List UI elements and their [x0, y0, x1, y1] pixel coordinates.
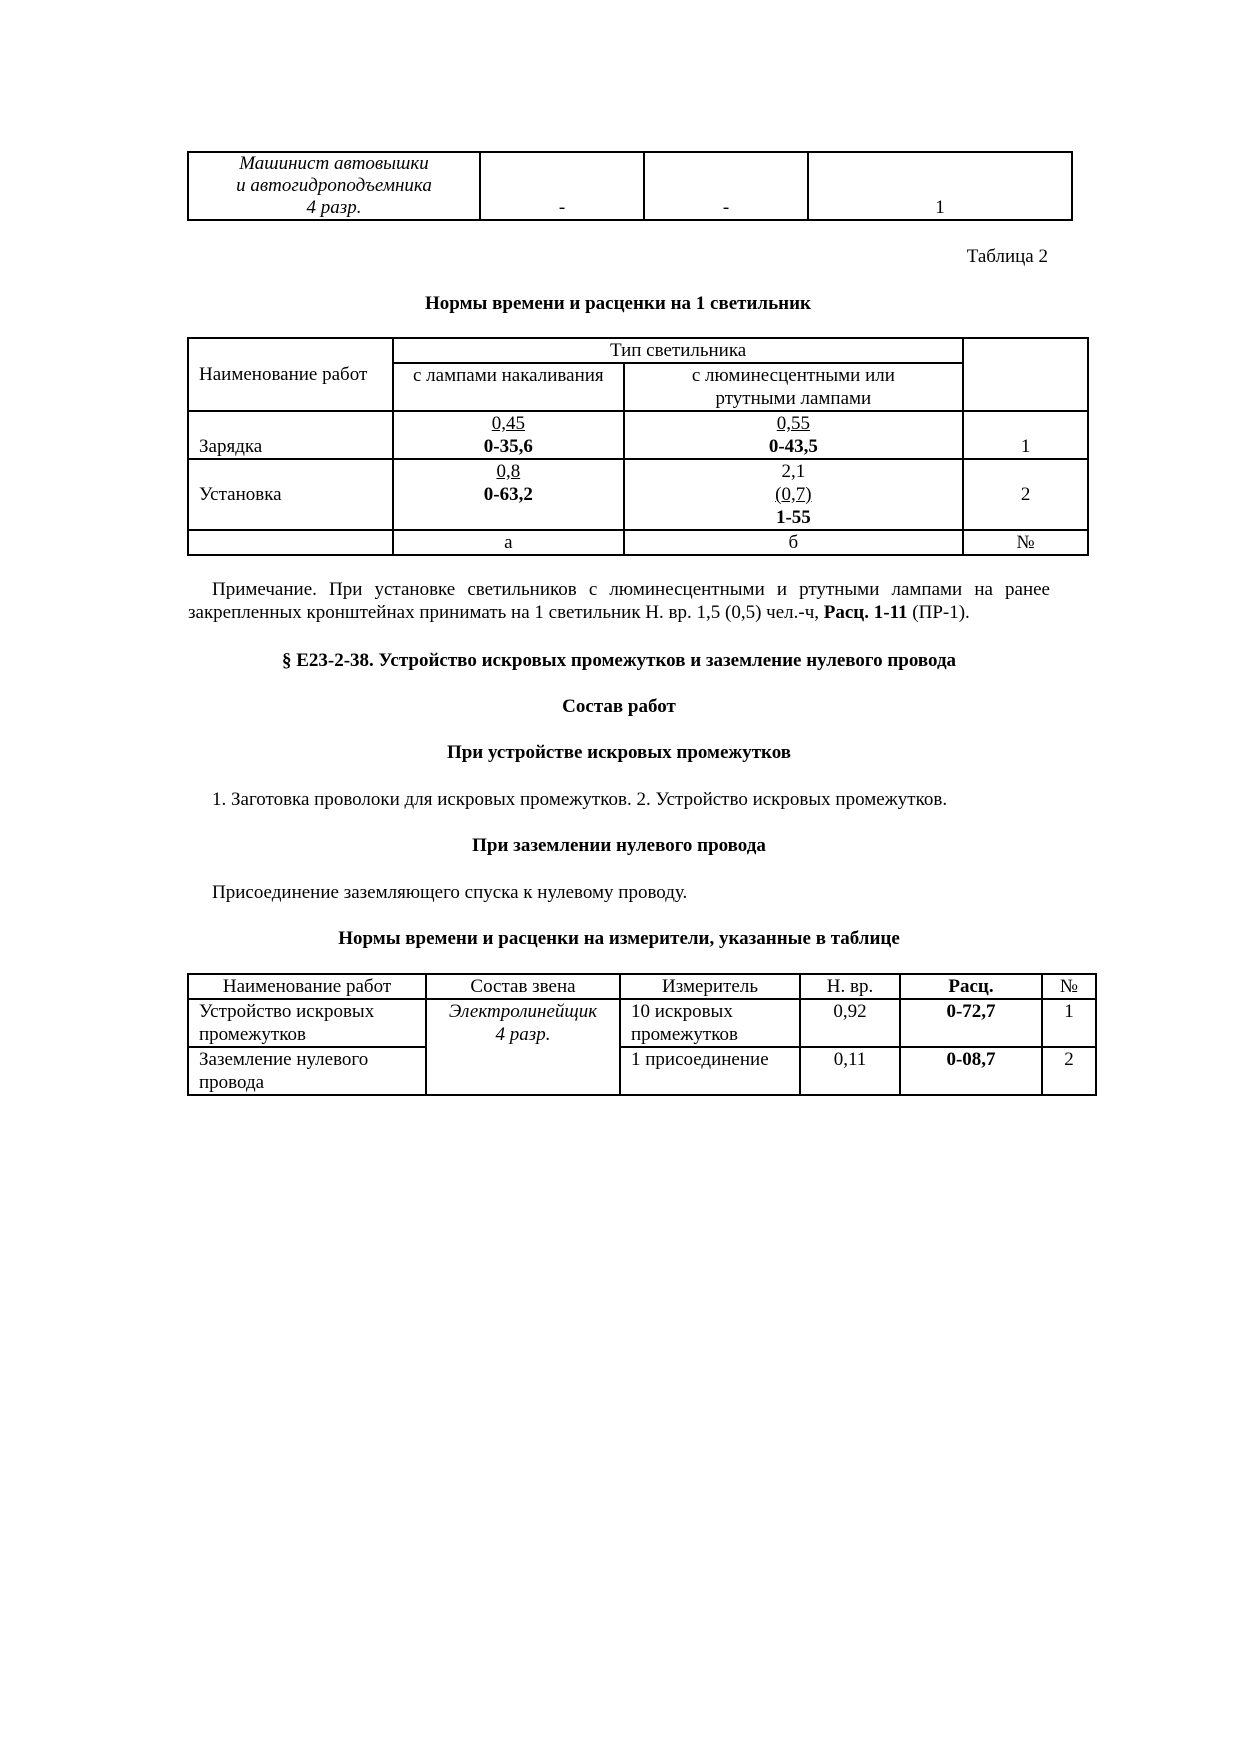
- subheading: При заземлении нулевого провода: [472, 835, 766, 856]
- cell: №: [963, 530, 1088, 555]
- cell: -: [480, 152, 644, 220]
- header-cell: Наименование работ: [188, 338, 393, 411]
- table-workers: [187, 151, 1073, 221]
- table-row: [188, 152, 1072, 220]
- cell: Заземление нулевого провода: [188, 1047, 426, 1095]
- cell: [393, 411, 624, 459]
- cell: 2: [1042, 1047, 1096, 1095]
- header-cell: Н. вр.: [800, 974, 900, 999]
- header-cell: Измеритель: [620, 974, 800, 999]
- cell: а: [393, 530, 624, 555]
- table-title: Нормы времени и расценки на измерители, указанные в таблице: [338, 928, 900, 949]
- time-value: 0,45: [491, 413, 525, 434]
- cell: Устройство искровых промежутков: [188, 999, 426, 1047]
- composition-title: Состав работ: [562, 696, 676, 717]
- table-row: [188, 1047, 1096, 1095]
- table-title: Нормы времени и расценки на 1 светильник: [425, 293, 811, 314]
- note-tail: (ПР-1).: [907, 602, 970, 623]
- worker-cell: [188, 152, 480, 220]
- header-cell: Состав звена: [426, 974, 620, 999]
- rate-value: 0-43,5: [768, 436, 818, 457]
- header-cell: Расц.: [900, 974, 1042, 999]
- cell: 2: [963, 459, 1088, 530]
- crew-cell: [426, 999, 620, 1095]
- cell: 0-72,7: [900, 999, 1042, 1047]
- cell: 1: [1042, 999, 1096, 1047]
- header-cell: с лампами накаливания: [393, 363, 624, 411]
- rate-value: 0-35,6: [483, 436, 533, 457]
- table-lamps: [187, 337, 1089, 556]
- table-label: Таблица 2: [966, 246, 1048, 267]
- cell: 0,11: [800, 1047, 900, 1095]
- cell: 0,92: [800, 999, 900, 1047]
- crew-line: Электролинейщик: [448, 1001, 598, 1022]
- cell: 10 искровых промежутков: [620, 999, 800, 1047]
- table-row: [188, 999, 1096, 1047]
- cell: [393, 459, 624, 530]
- worker-line: Машинист автовышки: [239, 153, 429, 174]
- cell: Установка: [188, 459, 393, 530]
- section-title: § Е23-2-38. Устройство искровых промежутков и заземление нулевого провода: [281, 650, 957, 671]
- rate-value: 1-55: [775, 507, 811, 528]
- table-row: [188, 459, 1088, 530]
- paragraph: 1. Заготовка проволоки для искровых промежутков. 2. Устройство искровых промежутков.: [212, 789, 948, 810]
- cell: 1: [808, 152, 1072, 220]
- cell: [188, 530, 393, 555]
- table-row: [188, 338, 1088, 363]
- header-cell: Наименование работ: [188, 974, 426, 999]
- time-value: (0,7): [775, 484, 812, 505]
- cell: [624, 411, 964, 459]
- time-value: 2,1: [781, 461, 806, 482]
- note: [188, 578, 1050, 624]
- header-cell: Тип светильника: [393, 338, 963, 363]
- time-value: 0,55: [776, 413, 810, 434]
- rate-value: 0-63,2: [483, 484, 533, 505]
- worker-line: и автогидроподъемника: [236, 175, 432, 196]
- cell: -: [644, 152, 808, 220]
- header-cell: №: [1042, 974, 1096, 999]
- cell: [624, 459, 964, 530]
- cell: 1: [963, 411, 1088, 459]
- note-text: Примечание. При установке светильников с люминесцентными и ртутными лампами на ранее закрепленных кронштейнах принимать на 1 светильник Н. вр. 1,5 (0,5) чел.-ч,: [188, 579, 1050, 623]
- cell: 0-08,7: [900, 1047, 1042, 1095]
- cell: Зарядка: [188, 411, 393, 459]
- note-bold: Расц. 1-11: [823, 602, 908, 623]
- header-cell: [963, 338, 1088, 411]
- crew-line: 4 разр.: [495, 1024, 551, 1045]
- header-cell: с люминесцентными или ртутными лампами: [624, 363, 964, 411]
- paragraph: Присоединение заземляющего спуска к нулевому проводу.: [212, 882, 688, 903]
- worker-line: 4 разр.: [306, 197, 362, 218]
- table-row: [188, 530, 1088, 555]
- table-row: [188, 411, 1088, 459]
- time-value: 0,8: [496, 461, 521, 482]
- table-row: [188, 974, 1096, 999]
- table-norms: [187, 973, 1097, 1096]
- cell: 1 присоединение: [620, 1047, 800, 1095]
- cell: б: [624, 530, 964, 555]
- subheading: При устройстве искровых промежутков: [446, 742, 792, 763]
